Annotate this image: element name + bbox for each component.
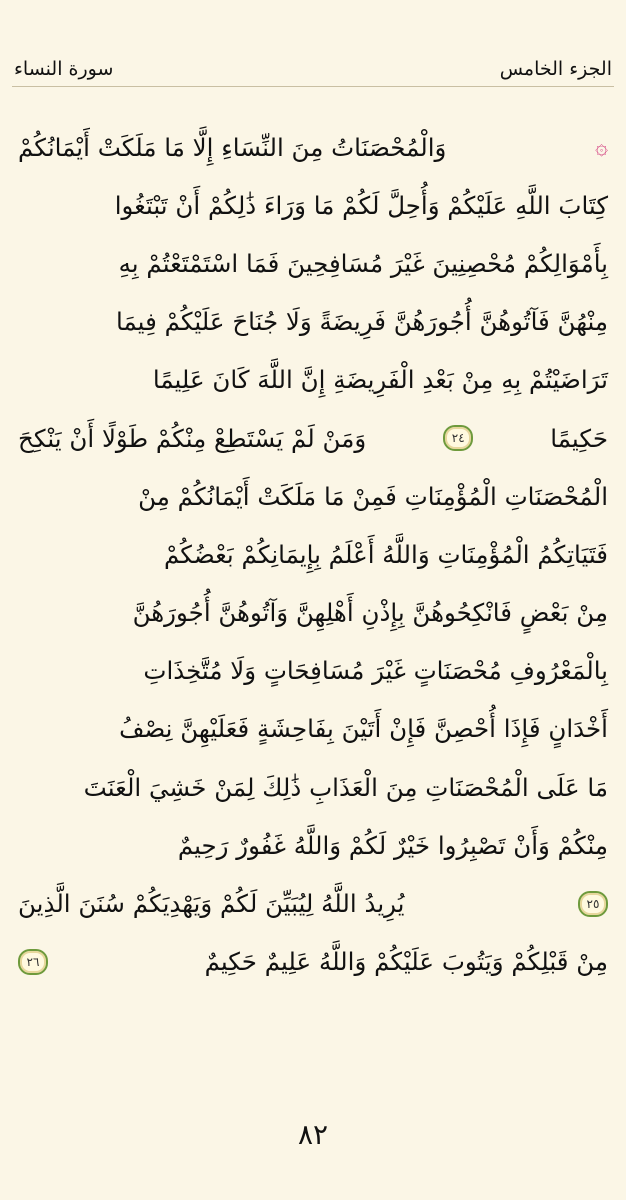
ayah-marker: ٢٦: [18, 949, 48, 975]
line-text: أَخْدَانٍ فَإِذَا أُحْصِنَّ فَإِنْ أَتَيْنَ بِفَاحِشَةٍ فَعَلَيْهِنَّ نِصْفُ: [119, 714, 608, 744]
text-line-14: [18, 874, 608, 932]
line-text: فَتَيَاتِكُمُ الْمُؤْمِنَاتِ وَاللَّهُ أَعْلَمُ بِإِيمَانِكُمْ بَعْضُكُمْ: [164, 539, 608, 569]
text-line-7: [18, 467, 608, 525]
text-line-10: [18, 642, 608, 700]
quran-text: [18, 118, 608, 991]
text-line-5: [18, 351, 608, 409]
line-text: مِنْ بَعْضٍ فَانْكِحُوهُنَّ بِإِذْنِ أَهْلِهِنَّ وَآتُوهُنَّ أُجُورَهُنَّ: [132, 598, 608, 628]
text-line-13: [18, 816, 608, 874]
line-text: حَكِيمًا: [550, 423, 608, 453]
text-line-12: [18, 758, 608, 816]
line-text: مَا عَلَى الْمُحْصَنَاتِ مِنَ الْعَذَابِ ذَٰلِكَ لِمَنْ خَشِيَ الْعَنَتَ: [83, 772, 608, 802]
text-line-9: [18, 584, 608, 642]
header-divider: [12, 86, 614, 87]
line-text: بِأَمْوَالِكُمْ مُحْصِنِينَ غَيْرَ مُسَافِحِينَ فَمَا اسْتَمْتَعْتُمْ بِهِ: [118, 248, 608, 278]
line-text: وَالْمُحْصَنَاتُ مِنَ النِّسَاءِ إِلَّا مَا مَلَكَتْ أَيْمَانُكُمْ: [18, 132, 447, 162]
text-line-2: [18, 176, 608, 234]
line-text: تَرَاضَيْتُمْ بِهِ مِنْ بَعْدِ الْفَرِيضَةِ إِنَّ اللَّهَ كَانَ عَلِيمًا: [152, 365, 608, 395]
line-text: الْمُحْصَنَاتِ الْمُؤْمِنَاتِ فَمِنْ مَا مَلَكَتْ أَيْمَانُكُمْ مِنْ: [138, 481, 608, 511]
text-line-11: [18, 700, 608, 758]
text-line-15: [18, 933, 608, 991]
line-text: بِالْمَعْرُوفِ مُحْصَنَاتٍ غَيْرَ مُسَافِحَاتٍ وَلَا مُتَّخِذَاتِ: [143, 656, 608, 686]
ayah-marker: ٢٥: [578, 891, 608, 917]
surah-name: سورة النساء: [14, 58, 114, 80]
page-number: ٨٢: [297, 1118, 329, 1151]
line-text: وَمَنْ لَمْ يَسْتَطِعْ مِنْكُمْ طَوْلًا أَنْ يَنْكِحَ: [18, 423, 367, 453]
line-text: مِنْكُمْ وَأَنْ تَصْبِرُوا خَيْرٌ لَكُمْ وَاللَّهُ غَفُورٌ رَحِيمٌ: [177, 830, 608, 860]
text-line-1: [18, 118, 608, 176]
line-text: كِتَابَ اللَّهِ عَلَيْكُمْ وَأُحِلَّ لَكُمْ مَا وَرَاءَ ذَٰلِكُمْ أَنْ تَبْتَغُوا: [114, 190, 608, 220]
text-line-4: [18, 293, 608, 351]
line-text: مِنْ قَبْلِكُمْ وَيَتُوبَ عَلَيْكُمْ وَاللَّهُ عَلِيمٌ حَكِيمٌ: [204, 947, 608, 977]
line-text: يُرِيدُ اللَّهُ لِيُبَيِّنَ لَكُمْ وَيَهْدِيَكُمْ سُنَنَ الَّذِينَ: [18, 889, 405, 919]
text-line-6: [18, 409, 608, 467]
text-line-3: [18, 234, 608, 292]
line-text: مِنْهُنَّ فَآتُوهُنَّ أُجُورَهُنَّ فَرِيضَةً وَلَا جُنَاحَ عَلَيْكُمْ فِيمَا: [116, 307, 608, 337]
hizb-marker-icon: ۞: [595, 134, 608, 160]
text-line-8: [18, 525, 608, 583]
juz-name: الجزء الخامس: [499, 58, 612, 80]
page-header: [0, 52, 626, 92]
ayah-marker: ٢٤: [443, 425, 473, 451]
